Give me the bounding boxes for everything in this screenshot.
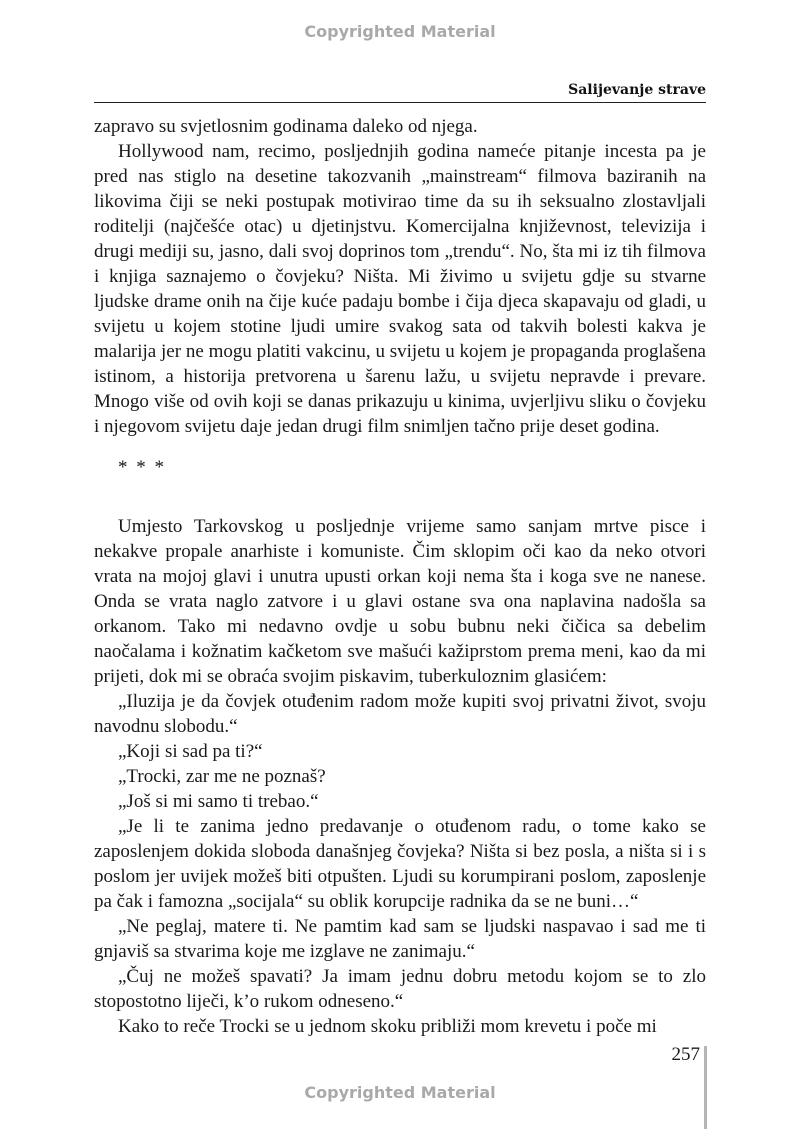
dialogue-line: „Koji si sad pa ti?“ [118,741,263,762]
paragraph: Umjesto Tarkovskog u posljednje vrijeme samo sanjam mrtve pisce i nekakve propale anarhiste i komuniste. Čim sklopim oči kao da neko otvori vrata na mojoj glavi i unutra upusti orkan koji nema šta i koga sve ne nanese. Onda se vrata naglo zatvore i u glavi ostane sva ona naplavina nadošla sa orkanom. Tako mi nedavno ovdje u sobu bubnu neki čičica sa debelim naočalama i kožnatim kačketom sve mašući kažiprstom prema meni, kao da mi prijeti, dok mi se obraća svojim piskavim, tuberkuloznim glasićem: [94,516,706,687]
watermark-bottom: Copyrighted Material [304,1083,496,1102]
section-break: * * * [118,457,166,478]
dialogue-line: „Čuj ne možeš spavati? Ja imam jednu dobru metodu kojom se to zlo stopostotno liječi, k’o rukom odneseno.“ [94,966,706,1012]
dialogue-line: „Još si mi samo ti trebao.“ [118,791,319,812]
dialogue-line: „Ne peglaj, matere ti. Ne pamtim kad sam se ljudski naspavao i sad me ti gnjaviš sa stvarima koje me izglave ne zanimaju.“ [94,916,706,962]
watermark-top: Copyrighted Material [304,22,496,41]
paragraph: zapravo su svjetlosnim godinama daleko od njega. [94,116,478,137]
body-text [94,114,706,1039]
paragraph: Kako to reče Trocki se u jednom skoku približi mom krevetu i poče mi [118,1016,657,1037]
header-rule [94,102,706,103]
dialogue-line: „Iluzija je da čovjek otuđenim radom može kupiti svoj privatni život, svoju navodnu slobodu.“ [94,691,706,737]
page-number: 257 [671,1044,700,1065]
dialogue-line: „Trocki, zar me ne poznaš? [118,766,326,787]
paragraph: Hollywood nam, recimo, posljednjih godina nameće pitanje incesta pa je pred nas stiglo na desetine takozvanih „mainstream“ filmova baziranih na likovima čiji se neki postupak motivirao time da su ih seksualno zlostavljali roditelji (najčešće otac) u djetinjstvu. Komercijalna književnost, televizija i drugi mediji su, jasno, dali svoj doprinos tom „trendu“. No, šta mi iz tih filmova i knjiga saznajemo o čovjeku? Ništa. Mi živimo u svijetu gdje su stvarne ljudske drame onih na čije kuće padaju bombe i čija djeca skapavaju od gladi, u svijetu u kojem stotine ljudi umire svakog sata od takvih bolesti kakva je malarija jer ne mogu platiti vakcinu, u svijetu u kojem je propaganda proglašena istinom, a historija pretvorena u šarenu lažu, u svijetu nepravde i prevare. Mnogo više od ovih koji se danas prikazuju u kinima, uvjerljivu sliku o čovjeku i njegovom svijetu daje jedan drugi film snimljen tačno prije deset godina. [94,141,706,437]
dialogue-line: „Je li te zanima jedno predavanje o otuđenom radu, o tome kako se zaposlenjem dokida sloboda današnjeg čovjeka? Ništa si bez posla, a ništa si i s poslom jer uvijek možeš biti otpušten. Ljudi su korumpirani poslom, zaposlenje pa čak i famozna „socijala“ su oblik korupcije radnika da se ne buni…“ [94,816,706,912]
running-head: Salijevanje strave [568,82,706,98]
